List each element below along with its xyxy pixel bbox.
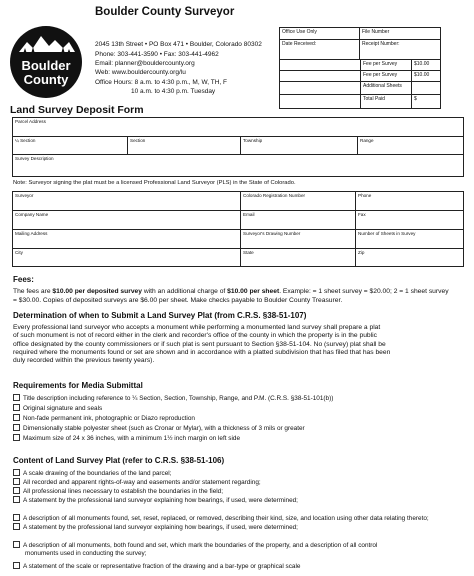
range-field[interactable]: Range (358, 137, 464, 155)
agency-web: Web: www.bouldercounty.org/lu (95, 69, 186, 76)
content-item-continued: monuments used in conducting the survey; (25, 550, 147, 557)
total-paid-symbol: $ (414, 96, 417, 102)
checkbox-icon[interactable] (13, 541, 20, 548)
office-row-date (280, 39, 440, 60)
media-item-text: Maximum size of 24 x 36 inches, with a minimum 1½ inch margin on left side (23, 435, 241, 442)
drawing-number-field[interactable]: Surveyor's Drawing Number (241, 230, 356, 249)
determination-line-1: Every professional land surveyor who accepts a monument while performing a monumented land survey shall prepare a plat (13, 324, 381, 331)
fax-field[interactable]: Fax (356, 211, 464, 230)
agency-phone: Phone: 303-441-3590 • Fax: 303-441-4962 (95, 51, 219, 58)
content-heading: Content of Land Survey Plat (refer to C.R.S. §38-51-106) (13, 456, 225, 465)
fees-text-b: $10.00 per deposited survey (52, 288, 142, 295)
township-field[interactable]: Township (241, 137, 358, 155)
checkbox-icon[interactable] (13, 434, 20, 441)
media-item-text: Title description including reference to ¼ Section, Section, Township, Range, and P.M. (C.R.S. §38-51-101(b)) (23, 395, 334, 402)
surveyor-table (12, 191, 464, 267)
registration-number-field[interactable]: Colorado Registration Number (241, 192, 356, 211)
checkbox-icon[interactable] (13, 487, 20, 494)
content-item (13, 562, 300, 571)
checkbox-icon[interactable] (13, 478, 20, 485)
determination-heading: Determination of when to Submit a Land Survey Plat (from C.R.S. §38-51-107) (13, 311, 307, 320)
fee-value-1: $10.00 (414, 61, 430, 67)
office-use-label: Office Use Only (280, 28, 360, 39)
content-item (13, 523, 298, 532)
agency-address: 2045 13th Street • PO Box 471 • Boulder, Colorado 80302 (95, 41, 262, 48)
email-field[interactable]: Email (241, 211, 356, 230)
logo-text-line2: County (23, 72, 69, 87)
boulder-county-logo (9, 22, 83, 102)
fees-text-c: with an additional charge of (142, 288, 228, 295)
media-item-text: Dimensionally stable polyester sheet (such as Cronar or Mylar), with a thickness of 3 mils or greater (23, 425, 305, 432)
date-received-label: Date Received: (280, 40, 360, 60)
surveyor-note: Note: Surveyor signing the plat must be a licensed Professional Land Surveyor (PLS) in the State of Colorado. (13, 180, 296, 186)
determination-line-2: of such monument is not of record either in the clerk and recorder's office of the county in which the property is in the public (13, 332, 377, 339)
content-item (13, 541, 377, 550)
zip-field[interactable]: Zip (356, 249, 464, 267)
checkbox-icon[interactable] (13, 414, 20, 421)
checkbox-icon[interactable] (13, 496, 20, 503)
office-hours-tuesday: 10 a.m. to 4:30 p.m. Tuesday (131, 88, 216, 95)
content-item-text: A statement by the professional land surveyor explaining how bearings, if used, were determined; (23, 524, 298, 531)
content-item-text: A description of all monuments found, set, reset, replaced, or removed, describing their kind, size, and location using other data relating thereto; (23, 515, 429, 522)
checkbox-icon[interactable] (13, 523, 20, 530)
form-title: Land Survey Deposit Form (10, 104, 144, 116)
city-field[interactable]: City (13, 249, 241, 267)
content-item-text: All professional lines necessary to establish the boundaries in the field; (23, 488, 224, 495)
content-item-text: A scale drawing of the boundaries of the land parcel; (23, 470, 172, 477)
number-of-sheets-field[interactable]: Number of Sheets in Survey (356, 230, 464, 249)
checkbox-icon[interactable] (13, 469, 20, 476)
content-item-text: A statement of the scale or representative fraction of the drawing and a bar-type or graphical scale (23, 563, 301, 570)
determination-line-4: required where the monuments found or set are shown and in accordance with a platted subdivision that has filed that has been (13, 349, 391, 356)
content-item (13, 496, 298, 505)
company-name-field[interactable]: Company Name (13, 211, 241, 230)
content-item-text: A statement by the professional land surveyor explaining how bearings, if used, were determined; (23, 497, 298, 504)
section-field[interactable]: Section (128, 137, 241, 155)
fees-line-2: = $30.00. Copies of deposited surveys are $6.00 per sheet. Make checks payable to Boulder County Treasurer. (13, 297, 343, 304)
media-item (13, 424, 305, 433)
parcel-address-field[interactable]: Parcel Address (13, 118, 464, 137)
fee-label-2: Fee per Survey (360, 71, 412, 82)
total-paid-label: Total Paid (360, 95, 412, 109)
fees-text-a: The fees are (13, 288, 53, 295)
checkbox-icon[interactable] (13, 394, 20, 401)
phone-field[interactable]: Phone (356, 192, 464, 211)
fee-value-2: $10.00 (414, 72, 430, 78)
file-number-label: File Number (362, 29, 390, 35)
fees-text-d: $10.00 per sheet (227, 288, 280, 295)
media-heading: Requirements for Media Submittal (13, 381, 143, 390)
office-row-additional (280, 81, 440, 95)
office-use-box (279, 27, 441, 109)
media-item (13, 404, 102, 413)
fee-label-1: Fee per Survey (360, 60, 412, 71)
quarter-section-field[interactable]: ¼ Section (13, 137, 128, 155)
fees-heading: Fees: (13, 275, 34, 284)
media-item-text: Non-fade permanent ink, photographic or Diazo reproduction (23, 415, 195, 422)
determination-line-3: office designated by the county commissioners or if such plat is sent pursuant to Section §38-51-104. No (survey) plat shall be (13, 341, 386, 348)
agency-title: Boulder County Surveyor (95, 6, 235, 18)
survey-description-field[interactable]: Survey Description (13, 155, 464, 177)
content-item (13, 514, 429, 523)
checkbox-icon[interactable] (13, 562, 20, 569)
content-item-text: All recorded and apparent rights-of-way and easements and/or statement regarding; (23, 479, 261, 486)
media-item (13, 394, 333, 403)
office-hours: Office Hours: 8 a.m. to 4:30 p.m., M, W, TH, F (95, 79, 227, 86)
content-item (13, 478, 261, 487)
checkbox-icon[interactable] (13, 404, 20, 411)
media-item (13, 414, 195, 423)
parcel-table (12, 117, 464, 177)
content-item-text: A description of all monuments, both found and set, which mark the boundaries of the property, and a description of all control (23, 542, 378, 549)
media-item (13, 434, 240, 443)
logo-text-line1: Boulder (21, 58, 71, 73)
fees-text-e: . Example: = 1 sheet survey = $20.00; 2 = 1 sheet survey (279, 288, 449, 295)
state-field[interactable]: State (241, 249, 356, 267)
checkbox-icon[interactable] (13, 424, 20, 431)
media-item-text: Original signature and seals (23, 405, 103, 412)
agency-email: Email: planner@bouldercounty.org (95, 60, 195, 67)
surveyor-field[interactable]: Surveyor (13, 192, 241, 211)
office-row-total (280, 94, 440, 109)
fees-line-1 (13, 288, 449, 296)
receipt-number-label: Receipt Number: (362, 41, 400, 47)
content-item (13, 487, 223, 496)
determination-line-5: duly recorded within the previous twenty years). (13, 357, 155, 364)
office-row-header (280, 28, 440, 39)
checkbox-icon[interactable] (13, 514, 20, 521)
mailing-address-field[interactable]: Mailing Address (13, 230, 241, 249)
additional-sheets-label: Additional Sheets (360, 82, 412, 95)
content-item (13, 469, 172, 478)
